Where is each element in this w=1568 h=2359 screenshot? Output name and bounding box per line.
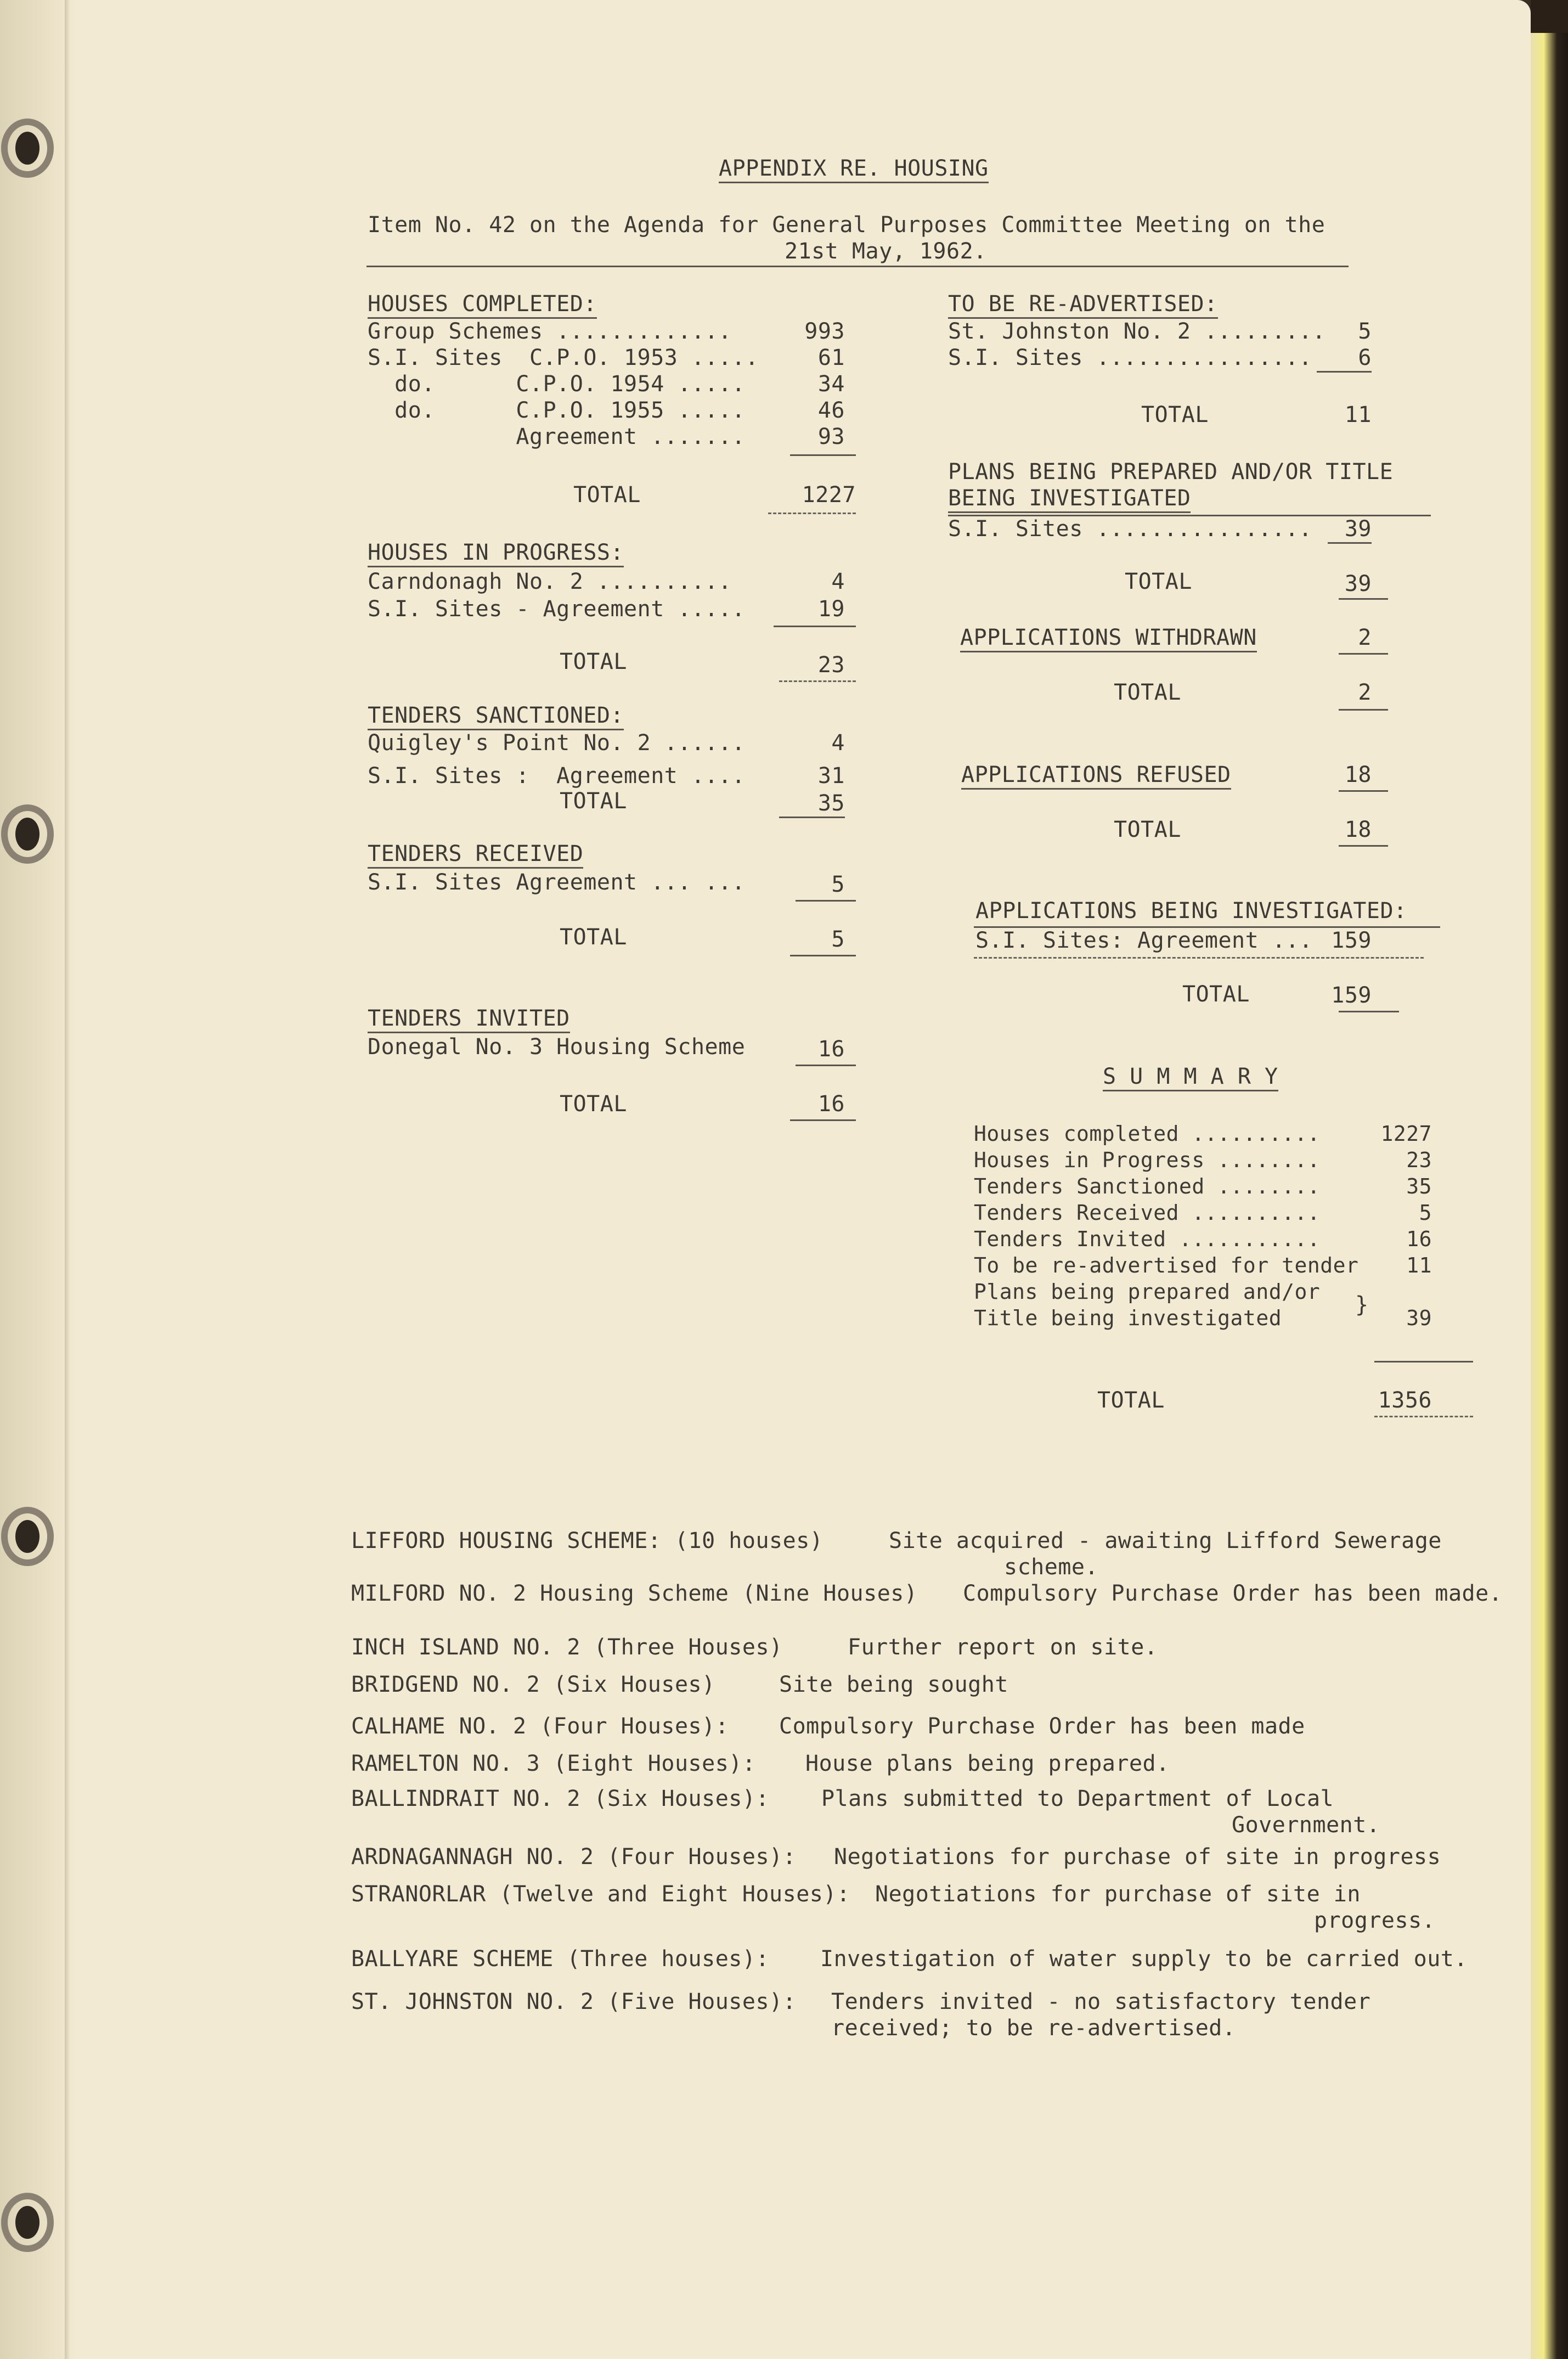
list-item-value: 4 — [831, 730, 845, 756]
list-item-value: 5 — [1358, 319, 1372, 344]
total-value: 1227 — [802, 482, 856, 508]
list-item-value: 39 — [1328, 517, 1372, 544]
scheme-note: Investigation of water supply to be carried out. — [820, 1946, 1468, 1972]
total-label: TOTAL — [560, 649, 627, 674]
scheme-note-cont: scheme. — [1004, 1555, 1099, 1580]
total-rule — [1339, 1011, 1399, 1012]
list-item-value: 6 — [1317, 346, 1372, 373]
total-label: TOTAL — [573, 482, 641, 508]
list-item-value: 46 — [817, 398, 845, 423]
list-item-value: 5 — [1419, 1201, 1432, 1225]
total-label: TOTAL — [1114, 817, 1181, 842]
scheme-note: Site being sought — [779, 1672, 1008, 1697]
list-item-value: 159 — [1331, 928, 1372, 953]
list-item-label: S.I. Sites: Agreement ... — [975, 928, 1313, 953]
total-rule — [1374, 1416, 1473, 1417]
total-rule — [1339, 845, 1388, 847]
binder-ring-icon — [0, 1504, 66, 1569]
sum-rule — [790, 454, 856, 456]
total-rule — [768, 513, 856, 514]
list-item-label: S.I. Sites : Agreement .... — [368, 763, 746, 789]
binder-ring-icon — [0, 2189, 66, 2255]
list-item-label: Group Schemes ............. — [368, 319, 732, 344]
scheme-note: Negotiations for purchase of site in progress — [834, 1844, 1441, 1870]
scheme-name: BALLINDRAIT NO. 2 (Six Houses): — [351, 1786, 770, 1811]
page-fold — [65, 0, 70, 2359]
list-item-value: 16 — [1406, 1227, 1432, 1251]
applications-withdrawn-heading: APPLICATIONS WITHDRAWN — [960, 626, 1257, 652]
scheme-name: CALHAME NO. 2 (Four Houses): — [351, 1714, 729, 1739]
scheme-name: RAMELTON NO. 3 (Eight Houses): — [351, 1751, 756, 1776]
total-label: TOTAL — [1097, 1388, 1165, 1413]
sum-rule — [1374, 1361, 1473, 1363]
summary-plans-line2: Title being investigated — [974, 1306, 1282, 1330]
list-item-value: 61 — [817, 345, 845, 370]
list-item-value: 34 — [817, 371, 845, 397]
list-item-value: 1227 — [1380, 1122, 1432, 1146]
total-value: 39 — [1344, 571, 1372, 596]
brace-glyph: } — [1355, 1292, 1369, 1318]
total-value: 1356 — [1378, 1388, 1432, 1413]
tenders-invited-heading: TENDERS INVITED — [368, 1006, 570, 1033]
scheme-name: BRIDGEND NO. 2 (Six Houses) — [351, 1672, 715, 1697]
total-rule — [790, 955, 856, 956]
document-title: APPENDIX RE. HOUSING — [719, 156, 989, 183]
binder-ring-icon — [0, 115, 66, 181]
document-subtitle: Item No. 42 on the Agenda for General Purposes Committee Meeting on the — [368, 212, 1326, 238]
list-item-value: 993 — [804, 319, 845, 344]
total-label: TOTAL — [560, 925, 627, 950]
corner-dark — [1531, 0, 1568, 33]
houses-in-progress-heading: HOUSES IN PROGRESS: — [368, 541, 624, 567]
total-value: 5 — [831, 927, 845, 952]
list-item-label: St. Johnston No. 2 ......... — [948, 319, 1326, 344]
list-item-label: do. C.P.O. 1954 ..... — [368, 371, 746, 397]
total-value: 23 — [817, 652, 845, 678]
scheme-note: Compulsory Purchase Order has been made. — [963, 1581, 1503, 1606]
scheme-name: ST. JOHNSTON NO. 2 (Five Houses): — [351, 1989, 797, 2014]
total-label: TOTAL — [560, 1091, 627, 1117]
sum-rule — [774, 626, 856, 627]
list-item-label: S.I. Sites Agreement ... ... — [368, 870, 746, 895]
list-item-value: 23 — [1406, 1148, 1432, 1172]
list-item-label: Quigley's Point No. 2 ...... — [368, 730, 746, 756]
list-item-value: 35 — [1406, 1174, 1432, 1198]
scheme-note: Tenders invited - no satisfactory tender — [831, 1989, 1371, 2014]
page-edge — [1531, 0, 1568, 2359]
list-item-label: To be re-advertised for tender — [974, 1253, 1359, 1277]
applications-investigated-heading: APPLICATIONS BEING INVESTIGATED: — [975, 898, 1407, 924]
houses-completed-heading: HOUSES COMPLETED: — [368, 292, 597, 319]
total-label: TOTAL — [560, 789, 627, 814]
list-item-label: Houses completed .......... — [974, 1122, 1321, 1146]
scheme-name: LIFFORD HOUSING SCHEME: (10 houses) — [351, 1528, 824, 1553]
total-rule — [1339, 598, 1388, 600]
scheme-note-cont: Government. — [1232, 1812, 1380, 1838]
list-item-value: 19 — [817, 596, 845, 622]
scheme-note: Compulsory Purchase Order has been made — [779, 1714, 1305, 1739]
list-item-label: S.I. Sites ................ — [948, 345, 1312, 370]
total-value: 159 — [1331, 983, 1372, 1008]
sum-rule — [796, 900, 856, 902]
scheme-note: Plans submitted to Department of Local — [821, 1786, 1334, 1811]
list-item-label: Carndonagh No. 2 .......... — [368, 569, 732, 594]
sum-rule — [1339, 653, 1388, 655]
list-item-value: 4 — [831, 569, 845, 594]
total-value: 16 — [817, 1091, 845, 1117]
list-item-value: 31 — [817, 763, 845, 789]
list-item-label: Houses in Progress ........ — [974, 1148, 1321, 1172]
scheme-note: House plans being prepared. — [805, 1751, 1170, 1776]
binder-ring-icon — [0, 801, 66, 867]
total-value: 2 — [1358, 680, 1372, 705]
tenders-received-heading: TENDERS RECEIVED — [368, 842, 583, 869]
total-value: 18 — [1344, 817, 1372, 842]
applications-refused-heading: APPLICATIONS REFUSED — [961, 763, 1231, 790]
meeting-date: 21st May, 1962. — [785, 239, 987, 264]
scheme-note: Site acquired - awaiting Lifford Sewerage — [889, 1528, 1442, 1553]
total-label: TOTAL — [1182, 982, 1250, 1007]
sum-rule — [1339, 790, 1388, 792]
total-rule — [790, 1119, 856, 1121]
summary-heading: S U M M A R Y — [1103, 1065, 1278, 1091]
list-item-value: 5 — [831, 872, 845, 897]
list-item-value: 18 — [1344, 762, 1372, 787]
summary-plans-line1: Plans being prepared and/or — [974, 1280, 1321, 1304]
scheme-name: BALLYARE SCHEME (Three houses): — [351, 1946, 770, 1972]
scheme-note-cont: received; to be re-advertised. — [831, 2015, 1236, 2041]
scheme-name: ARDNAGANNAGH NO. 2 (Four Houses): — [351, 1844, 797, 1870]
list-item-value: 39 — [1406, 1306, 1432, 1330]
section-rule — [974, 957, 1424, 959]
header-rule — [366, 266, 1349, 267]
scheme-name: INCH ISLAND NO. 2 (Three Houses) — [351, 1635, 783, 1660]
list-item-label: Tenders Received .......... — [974, 1201, 1321, 1225]
total-value: 35 — [779, 791, 845, 818]
scheme-note: Negotiations for purchase of site in — [875, 1882, 1361, 1907]
list-item-label: S.I. Sites ................ — [948, 516, 1312, 542]
scheme-name: STRANORLAR (Twelve and Eight Houses): — [351, 1882, 850, 1907]
list-item-value: 16 — [817, 1037, 845, 1062]
scheme-note-cont: progress. — [1314, 1908, 1436, 1933]
total-label: TOTAL — [1125, 569, 1192, 594]
sum-rule — [796, 1065, 856, 1066]
plans-heading-line1: PLANS BEING PREPARED AND/OR TITLE — [948, 459, 1394, 485]
scheme-name: MILFORD NO. 2 Housing Scheme (Nine Houses) — [351, 1581, 918, 1606]
total-value: 11 — [1344, 402, 1372, 427]
plans-heading-line2: BEING INVESTIGATED — [948, 486, 1191, 513]
list-item-value: 2 — [1358, 625, 1372, 650]
list-item-label: do. C.P.O. 1955 ..... — [368, 398, 746, 423]
list-item-value: 11 — [1406, 1253, 1432, 1277]
to-be-readvertised-heading: TO BE RE-ADVERTISED: — [948, 292, 1218, 319]
scheme-note: Further report on site. — [848, 1635, 1158, 1660]
list-item-label: Tenders Invited ........... — [974, 1227, 1321, 1251]
list-item-value: 93 — [817, 424, 845, 449]
total-label: TOTAL — [1114, 680, 1181, 705]
list-item-label: S.I. Sites - Agreement ..... — [368, 596, 746, 622]
list-item-label: Tenders Sanctioned ........ — [974, 1174, 1321, 1198]
list-item-label: Donegal No. 3 Housing Scheme — [368, 1034, 746, 1060]
total-rule — [1339, 709, 1388, 711]
total-label: TOTAL — [1141, 402, 1209, 427]
tenders-sanctioned-heading: TENDERS SANCTIONED: — [368, 703, 624, 730]
list-item-label: Agreement ....... — [368, 424, 746, 449]
list-item-label: S.I. Sites C.P.O. 1953 ..... — [368, 345, 759, 370]
total-rule — [779, 680, 856, 682]
